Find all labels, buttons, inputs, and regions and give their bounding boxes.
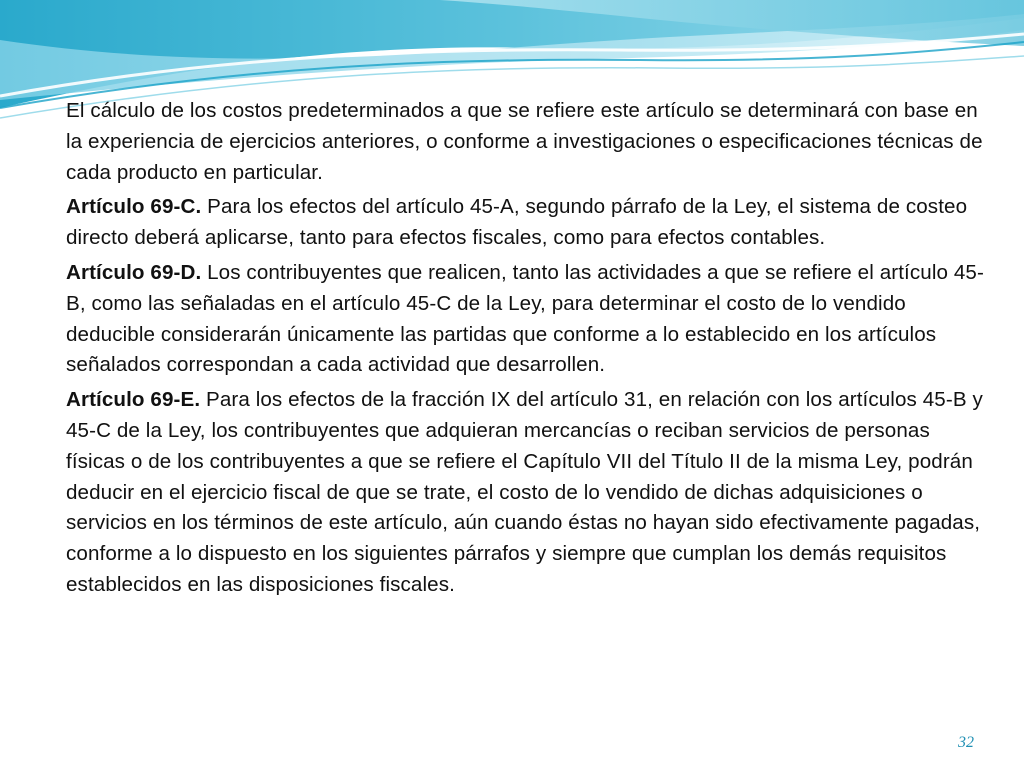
paragraph-text: El cálculo de los costos predeterminados a que se refiere este artículo se determinará con base en la experiencia de ejercicios anteriores, o conforme a investigaciones o especificaciones técnicas de cada producto en particular. xyxy=(66,99,983,184)
paragraph-text: Para los efectos del artículo 45-A, segundo párrafo de la Ley, el sistema de costeo directo deberá aplicarse, tanto para efectos fiscales, como para efectos contables. xyxy=(66,195,968,250)
paragraph-articulo-69e xyxy=(66,385,986,601)
paragraph-articulo-69d xyxy=(66,258,986,381)
page-number: 32 xyxy=(958,734,974,751)
paragraph-heading: Artículo 69-C. xyxy=(66,195,202,219)
slide-body xyxy=(66,96,986,605)
paragraph-intro xyxy=(66,96,986,188)
paragraph-articulo-69c xyxy=(66,192,986,254)
paragraph-heading: Artículo 69-D. xyxy=(66,260,202,284)
paragraph-text: Para los efectos de la fracción IX del artículo 31, en relación con los artículos 45-B y 45-C de la Ley, los contribuyentes que adquieran mercancías o reciban servicios de personas físicas o de los contribuyentes a que se refiere el Capítulo VII del Título II de la misma Ley, podrán deducir en el ejercicio fiscal de que se trate, el costo de lo vendido de dichas adquisiciones o servicios en los términos de este artículo, aún cuando éstas no hayan sido efectivamente pagadas, conforme a lo dispuesto en los siguientes párrafos y siempre que cumplan los demás requisitos establecidos en las disposiciones fiscales. xyxy=(66,388,983,596)
paragraph-heading: Artículo 69-E. xyxy=(66,388,201,412)
paragraph-text: Los contribuyentes que realicen, tanto las actividades a que se refiere el artículo 45-B, como las señaladas en el artículo 45-C de la Ley, para determinar el costo de lo vendido deducible considerarán únicamente las partidas que conforme a lo establecido en los artículos señalados correspondan a cada actividad que desarrollen. xyxy=(66,260,984,377)
